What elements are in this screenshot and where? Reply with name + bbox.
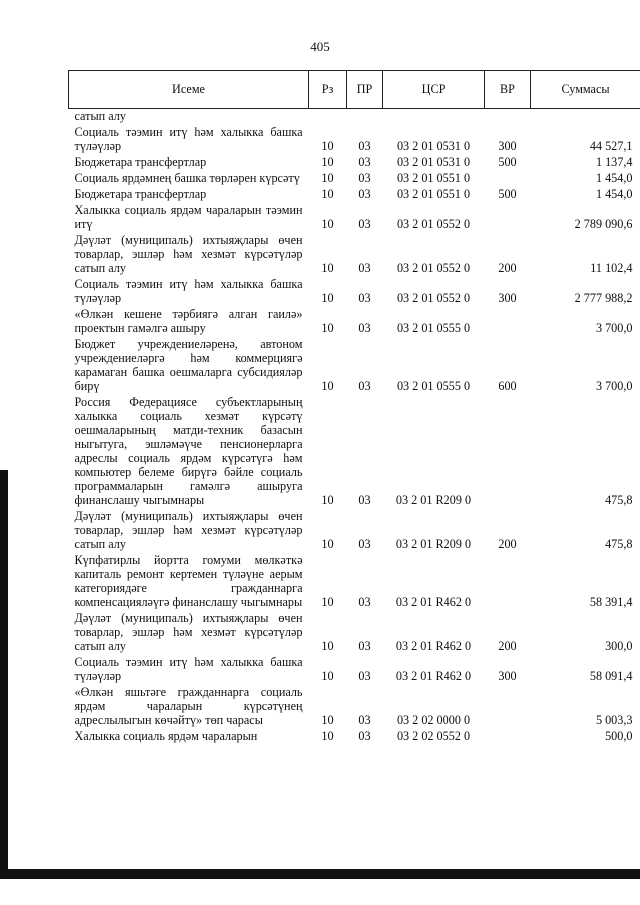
row-rz: 10	[321, 379, 334, 393]
header-name: Исеме	[69, 71, 309, 109]
row-pr: 03	[358, 537, 371, 551]
row-name: Дәүләт (муниципаль) ихтыяҗлары өчен товарлар, эшләр һәм хезмәт күрсәтүләр сатып алу	[74, 509, 303, 551]
header-rz: Рз	[309, 71, 347, 109]
table-row	[69, 655, 640, 685]
row-pr	[347, 109, 383, 126]
row-pr: 03	[358, 261, 371, 275]
row-vr: 200	[498, 261, 517, 275]
row-csr: 03 2 01 0551 0	[396, 171, 471, 185]
table-row	[69, 203, 640, 233]
row-vr	[485, 307, 531, 337]
row-name: Бюджетара трансфертлар	[74, 187, 207, 201]
row-pr: 03	[358, 595, 371, 609]
row-sum: 300,0	[605, 639, 633, 653]
row-sum: 3 700,0	[595, 379, 633, 393]
row-name: Социаль тәэмин итү һәм халыкка башка түләүләр	[74, 277, 303, 305]
table-row	[69, 125, 640, 155]
scan-edge-bottom	[0, 869, 640, 879]
row-vr	[485, 171, 531, 187]
row-pr: 03	[358, 187, 371, 201]
row-pr: 03	[358, 379, 371, 393]
header-pr: ПР	[347, 71, 383, 109]
table-row	[69, 685, 640, 729]
header-vr: ВР	[485, 71, 531, 109]
row-name: «Өлкән кешене тәрбиягә алган гаилә» проектын гамәлгә ашыру	[74, 307, 303, 335]
row-csr: 03 2 02 0552 0	[396, 729, 471, 743]
scan-edge-left	[0, 470, 8, 879]
row-pr: 03	[358, 217, 371, 231]
row-pr: 03	[358, 639, 371, 653]
row-rz: 10	[321, 537, 334, 551]
row-csr: 03 2 01 0555 0	[396, 379, 471, 393]
row-name: сатып алу	[74, 109, 126, 123]
row-vr: 600	[498, 379, 517, 393]
row-vr: 300	[498, 669, 517, 683]
row-csr: 03 2 01 0531 0	[396, 139, 471, 153]
row-vr: 300	[498, 139, 517, 153]
row-sum: 2 789 090,6	[574, 217, 633, 231]
row-name: Социаль тәэмин итү һәм халыкка башка түләүләр	[74, 125, 303, 153]
table-row	[69, 307, 640, 337]
row-csr: 03 2 01 0555 0	[396, 321, 471, 335]
row-sum: 58 091,4	[589, 669, 633, 683]
row-sum: 58 391,4	[589, 595, 633, 609]
table-row	[69, 233, 640, 277]
row-pr: 03	[358, 155, 371, 169]
table-row	[69, 171, 640, 187]
row-vr	[485, 553, 531, 611]
row-csr: 03 2 01 0531 0	[396, 155, 471, 169]
row-rz: 10	[321, 713, 334, 727]
row-csr: 03 2 01 R462 0	[395, 595, 472, 609]
row-rz: 10	[321, 139, 334, 153]
row-rz: 10	[321, 171, 334, 185]
header-sum: Суммасы	[531, 71, 640, 109]
row-sum	[531, 109, 640, 126]
table-header-row	[69, 71, 640, 109]
row-vr	[485, 685, 531, 729]
row-vr	[485, 203, 531, 233]
row-pr: 03	[358, 729, 371, 743]
row-vr	[485, 109, 531, 126]
row-vr: 500	[498, 187, 517, 201]
row-csr	[383, 109, 485, 126]
row-rz: 10	[321, 321, 334, 335]
table-row	[69, 187, 640, 203]
row-sum: 475,8	[605, 493, 633, 507]
row-rz: 10	[321, 639, 334, 653]
table-row	[69, 509, 640, 553]
row-sum: 475,8	[605, 537, 633, 551]
row-csr: 03 2 01 R209 0	[395, 493, 472, 507]
row-csr: 03 2 01 R462 0	[395, 669, 472, 683]
row-sum: 1 454,0	[595, 187, 633, 201]
row-csr: 03 2 01 R209 0	[395, 537, 472, 551]
table-row	[69, 395, 640, 509]
table-row	[69, 155, 640, 171]
row-pr: 03	[358, 321, 371, 335]
row-csr: 03 2 01 0551 0	[396, 187, 471, 201]
row-csr: 03 2 02 0000 0	[396, 713, 471, 727]
row-rz: 10	[321, 187, 334, 201]
row-vr	[485, 729, 531, 745]
row-csr: 03 2 01 0552 0	[396, 291, 471, 305]
row-pr: 03	[358, 713, 371, 727]
row-vr	[485, 395, 531, 509]
table-body	[69, 109, 640, 746]
row-vr: 200	[498, 639, 517, 653]
row-name: Халыкка социаль ярдәм чараларын	[74, 729, 258, 743]
row-pr: 03	[358, 171, 371, 185]
row-name: Бюджетара трансфертлар	[74, 155, 207, 169]
row-name: Дәүләт (муниципаль) ихтыяҗлары өчен товарлар, эшләр һәм хезмәт күрсәтүләр сатып алу	[74, 233, 303, 275]
row-csr: 03 2 01 0552 0	[396, 261, 471, 275]
row-rz: 10	[321, 155, 334, 169]
row-pr: 03	[358, 291, 371, 305]
row-rz: 10	[321, 669, 334, 683]
row-pr: 03	[358, 669, 371, 683]
row-sum: 44 527,1	[589, 139, 633, 153]
table-row	[69, 553, 640, 611]
row-rz: 10	[321, 595, 334, 609]
row-name: «Өлкән яшьтәге гражданнарга социаль ярдәм чараларын күрсәтүнең адреслылыгын көчәйтү» төп чарасы	[74, 685, 303, 727]
row-vr: 500	[498, 155, 517, 169]
row-name: Социаль тәэмин итү һәм халыкка башка түләүләр	[74, 655, 303, 683]
table-row	[69, 277, 640, 307]
table-row	[69, 109, 640, 126]
row-name: Халыкка социаль ярдәм чараларын тәэмин итү	[74, 203, 303, 231]
table-row	[69, 729, 640, 745]
row-sum: 500,0	[605, 729, 633, 743]
row-rz: 10	[321, 217, 334, 231]
row-name: Күпфатирлы йортта гомуми мөлкәткә капиталь ремонт кертемен түләүне аерым категориядәге гражданнарга компенсацияләүгә финанслашу чыгымнары	[74, 553, 303, 609]
row-sum: 2 777 988,2	[574, 291, 633, 305]
row-csr: 03 2 01 R462 0	[395, 639, 472, 653]
row-sum: 1 454,0	[595, 171, 633, 185]
row-sum: 1 137,4	[595, 155, 633, 169]
row-csr: 03 2 01 0552 0	[396, 217, 471, 231]
budget-table	[68, 70, 640, 745]
row-vr: 300	[498, 291, 517, 305]
row-name: Социаль ярдәмнең башка төрләрен күрсәтү	[74, 171, 300, 185]
row-pr: 03	[358, 139, 371, 153]
row-rz	[309, 109, 347, 126]
row-rz: 10	[321, 493, 334, 507]
row-name: Бюджет учреждениеләренә, автоном учреждениеләргә һәм коммерциягә карамаган башка оешмаларга субсидияләр бирү	[74, 337, 303, 393]
row-sum: 5 003,3	[595, 713, 633, 727]
row-name: Дәүләт (муниципаль) ихтыяҗлары өчен товарлар, эшләр һәм хезмәт күрсәтүләр сатып алу	[74, 611, 303, 653]
row-name: Россия Федерациясе субъектларының халыкка социаль хезмәт күрсәтү оешмаларының матди-техник базасын ныгытуга, эшләмәүче пенсионерларга адреслы социаль ярдәм күрсәтүгә һәм компьютер белеме бирүгә бәйле социаль программаларын гамәлгә ашыруга финанслашу чыгымнары	[74, 395, 303, 507]
page-number: 405	[310, 39, 330, 54]
row-rz: 10	[321, 261, 334, 275]
row-pr: 03	[358, 493, 371, 507]
row-rz: 10	[321, 291, 334, 305]
header-csr: ЦСР	[383, 71, 485, 109]
row-sum: 3 700,0	[595, 321, 633, 335]
row-vr: 200	[498, 537, 517, 551]
row-rz: 10	[321, 729, 334, 743]
row-sum: 11 102,4	[590, 261, 633, 275]
table-row	[69, 337, 640, 395]
table-row	[69, 611, 640, 655]
